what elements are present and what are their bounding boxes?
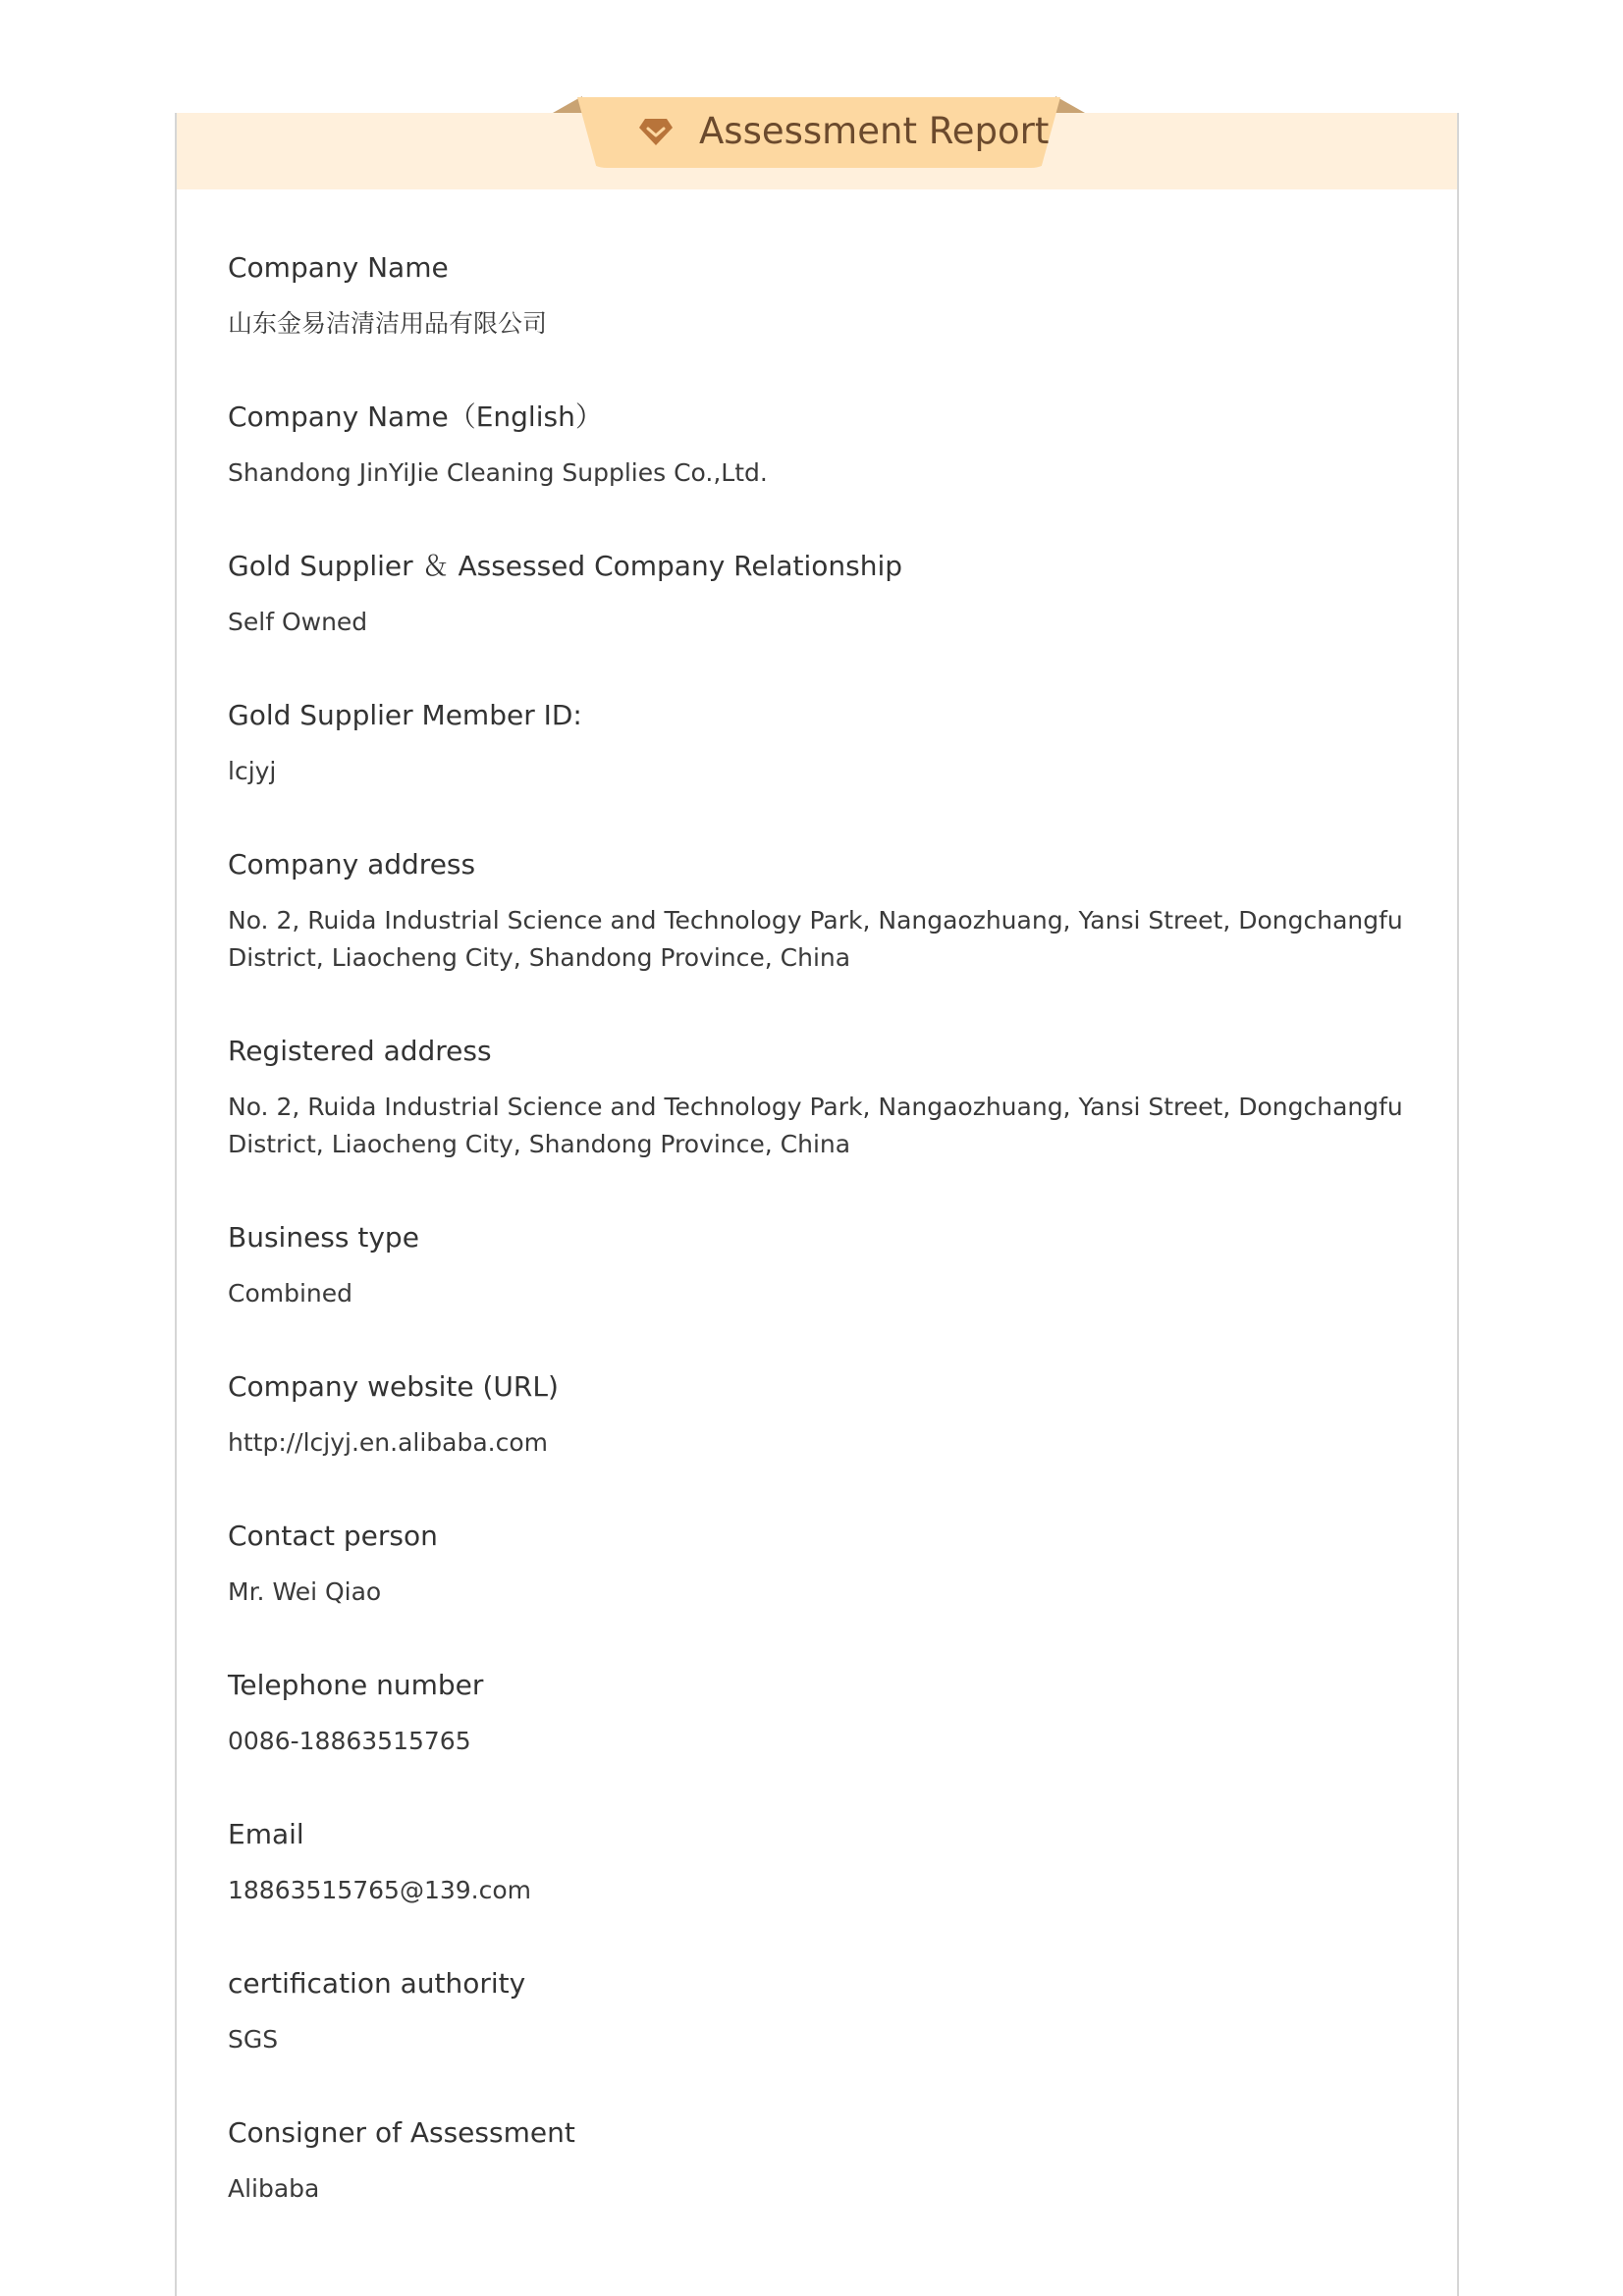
field-value: Self Owned (228, 608, 368, 636)
field-label: Company website (URL) (228, 1370, 559, 1403)
field-company-website (228, 1369, 1416, 1462)
report-fields (228, 250, 1416, 2265)
field-label: Gold Supplier ＆ Assessed Company Relationship (228, 550, 903, 582)
field-label: Gold Supplier Member ID: (228, 699, 582, 731)
field-value: http://lcjyj.en.alibaba.com (228, 1428, 549, 1457)
field-label: certification authority (228, 1967, 526, 2000)
field-label: Telephone number (228, 1669, 484, 1701)
field-label: Registered address (228, 1035, 492, 1067)
field-label: Contact person (228, 1520, 438, 1552)
field-value: 0086-18863515765 (228, 1727, 471, 1755)
field-business-type (228, 1220, 1416, 1312)
report-title: Assessment Report (699, 110, 1050, 152)
field-supplier-relationship (228, 549, 1416, 641)
field-value: Mr. Wei Qiao (228, 1577, 382, 1606)
field-value: 18863515765@139.com (228, 1876, 532, 1904)
field-value: No. 2, Ruida Industrial Science and Technology Park, Nangaozhuang, Yansi Street, Dongchangfu District, Liaocheng City, Shandong Province, China (228, 906, 1403, 972)
field-label: Business type (228, 1221, 419, 1254)
field-value: 山东金易洁清洁用品有限公司 (228, 309, 548, 338)
field-value: No. 2, Ruida Industrial Science and Technology Park, Nangaozhuang, Yansi Street, Dongchangfu District, Liaocheng City, Shandong Province, China (228, 1093, 1403, 1158)
field-value: lcjyj (228, 757, 277, 785)
field-telephone (228, 1668, 1416, 1760)
field-contact-person (228, 1519, 1416, 1611)
field-label: Consigner of Assessment (228, 2116, 575, 2149)
field-company-address (228, 847, 1416, 977)
field-registered-address (228, 1034, 1416, 1163)
field-company-name (228, 250, 1416, 343)
field-value: Alibaba (228, 2174, 320, 2203)
field-consigner (228, 2115, 1416, 2208)
field-label: Company Name (228, 251, 449, 284)
report-header-band (177, 110, 1457, 189)
field-label: Company address (228, 848, 476, 881)
assessment-report (175, 110, 1459, 2296)
field-label: Email (228, 1818, 304, 1850)
field-value: Shandong JinYiJie Cleaning Supplies Co.,Ltd. (228, 458, 768, 487)
field-company-name-english (228, 400, 1416, 492)
field-email (228, 1817, 1416, 1909)
field-value: SGS (228, 2025, 279, 2054)
diamond-icon (638, 117, 674, 146)
field-certification-authority (228, 1966, 1416, 2058)
field-member-id (228, 698, 1416, 790)
field-label: Company Name（English） (228, 400, 603, 433)
field-value: Combined (228, 1279, 353, 1308)
